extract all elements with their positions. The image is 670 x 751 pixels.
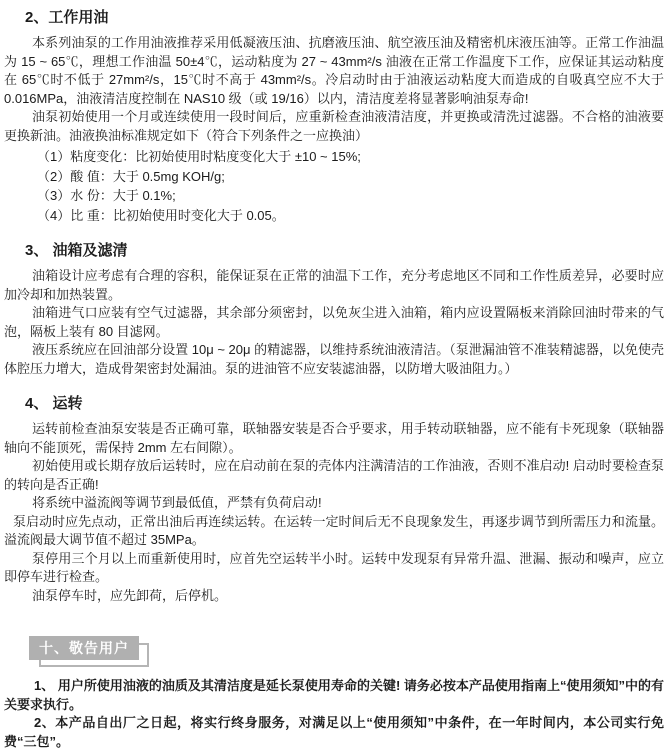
section-title-tank-and-filter: 3、 油箱及滤清 [25, 242, 128, 259]
notice-paragraph: 2、本产品自出厂之日起，将实行终身服务，对满足以上“使用须知”中条件，在一年时间内，本公司实行免费“三包”。 [4, 715, 664, 749]
paragraph: 将系统中溢流阀等调节到最低值，严禁有负荷启动! [32, 495, 322, 510]
paragraph: 初始使用或长期存放后运转时，应在启动前在泵的壳体内注满清洁的工作油液，否则不准启动! 启动时要检查泵的转向是否正确! [4, 458, 664, 492]
notice-badge-label: 十、敬告用户 [29, 636, 139, 660]
list-item: （3）水 份：大于 0.1%; [37, 188, 176, 203]
list-item: （4）比 重：比初始使用时变化大于 0.05。 [37, 207, 285, 223]
notice-section [4, 605, 664, 751]
section-tank-and-filter [4, 241, 664, 378]
oil-change-condition-list [4, 147, 664, 225]
paragraph: 本系列油泵的工作用油液推荐采用低凝液压油、抗磨液压油、航空液压油及精密机床液压油等。正常工作油温为 15 ~ 65℃，理想工作油温 50±4℃，运动粘度为 27 ~ 43mm²/s 油液在正常工作温度下工作，应保证其运动粘度在 65℃时不低于 27mm²/s，15℃时不高于 43mm²/s。冷启动时由于油液运动粘度大而造成的自吸真空应不大于 0.016MPa，油液清洁度控制在 NAS10 级（或 19/16）以内，清洁度差将显著影响油泵寿命! [4, 35, 664, 106]
list-item: （1）粘度变化：比初始使用时粘度变化大于 ±10 ~ 15%; [37, 149, 361, 164]
paragraph: 油箱设计应考虑有合理的容积，能保证泵在正常的油温下工作，充分考虑地区不同和工作性质差异，必要时应加冷却和加热装置。 [4, 268, 664, 302]
paragraph: 油泵初始使用一个月或连续使用一段时间后，应重新检查油液清洁度，并更换或清洗过滤器。不合格的油液要更换新油。油液换油标准规定如下（符合下列条件之一应换油） [4, 109, 664, 143]
section-working-oil [4, 8, 664, 225]
paragraph: 运转前检查油泵安装是否正确可靠，联轴器安装是否合乎要求，用手转动联轴器，应不能有卡死现象（联轴器轴向不能顶死，需保持 2mm 左右间隙）。 [4, 421, 664, 455]
paragraph: 液压系统应在回油部分设置 10μ ~ 20μ 的精滤器，以维持系统油液清洁。（泵泄漏油管不准装精滤器，以免使壳体腔压力增大，造成骨架密封处漏油。泵的进油管不应安装滤油器，以防增大吸油阻力。） [4, 342, 664, 376]
notice-badge [29, 636, 139, 660]
paragraph: 油泵停车时，应先卸荷，后停机。 [32, 587, 228, 603]
notice-paragraph: 1、 用户所使用油液的油质及其清洁度是延长泵使用寿命的关键! 请务必按本产品使用指南上“使用须知”中的有关要求执行。 [4, 678, 664, 712]
paragraph: 泵停用三个月以上而重新使用时，应首先空运转半小时。运转中发现泵有异常升温、泄漏、振动和噪声，应立即停车进行检查。 [4, 550, 664, 584]
paragraph: 泵启动时应先点动，正常出油后再连续运转。在运转一定时间后无不良现象发生，再逐步调节到所需压力和流量。溢流阀最大调节值不超过 35MPa。 [4, 513, 664, 547]
section-title-operation: 4、 运转 [25, 395, 83, 412]
paragraph: 油箱进气口应装有空气过滤器，其余部分须密封，以免灰尘进入油箱，箱内应设置隔板来消除回油时带来的气泡，隔板上装有 80 目滤网。 [4, 305, 664, 339]
section-title-working-oil: 2、工作用油 [25, 9, 109, 26]
section-operation [4, 394, 664, 605]
list-item: （2）酸 值：大于 0.5mg KOH/g; [37, 168, 225, 184]
